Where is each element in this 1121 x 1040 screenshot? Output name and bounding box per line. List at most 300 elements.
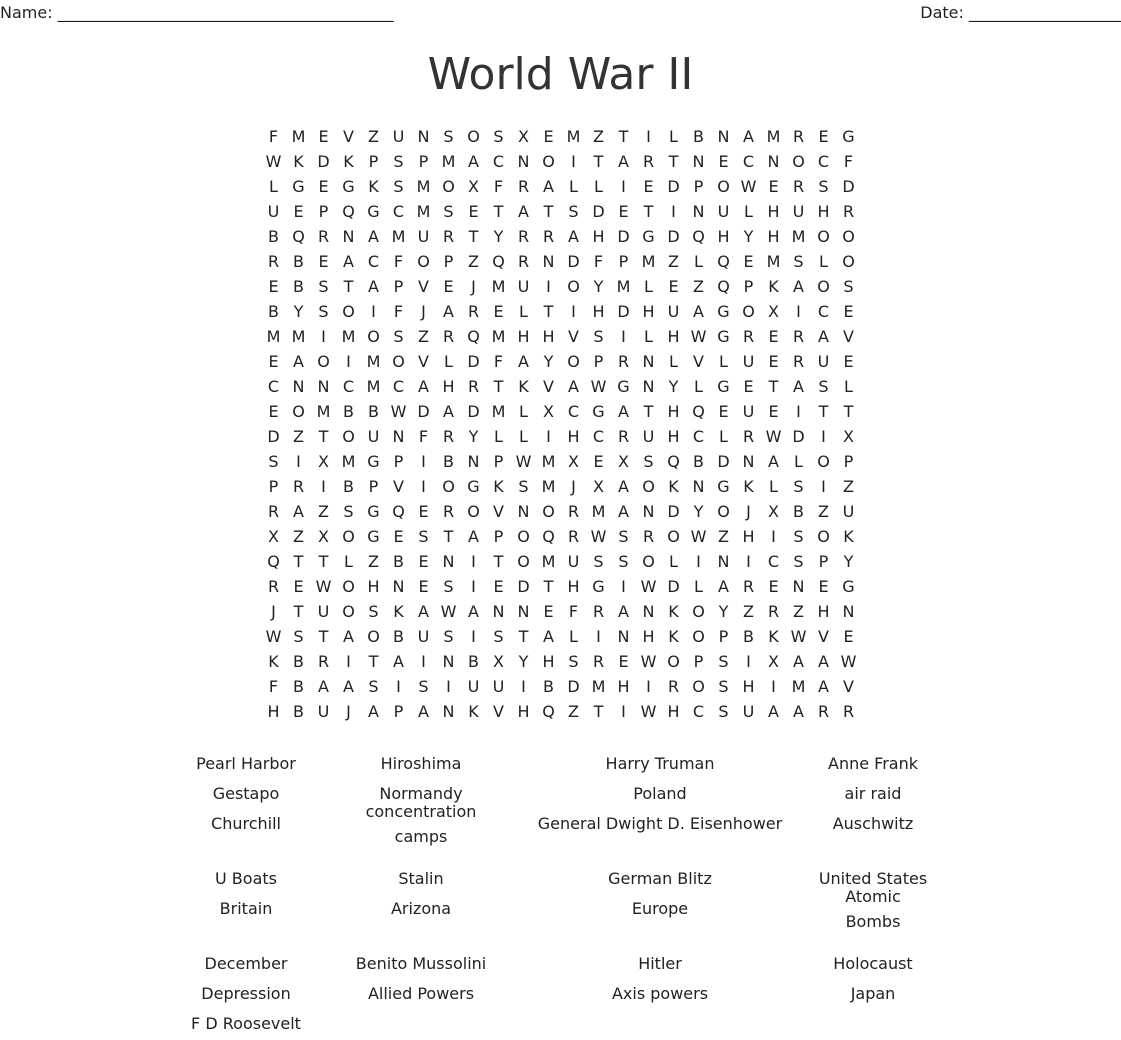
grid-cell: U	[842, 502, 855, 521]
word-list-item: Stalin	[398, 869, 444, 888]
grid-cell: O	[567, 277, 580, 296]
grid-cell: P	[268, 477, 279, 496]
grid-cell: Q	[717, 252, 730, 271]
grid-cell: I	[696, 552, 701, 571]
grid-cell: B	[293, 702, 304, 721]
word-list-item: Hiroshima	[380, 754, 462, 773]
grid-cell: B	[743, 627, 754, 646]
grid-cell: H	[817, 602, 830, 621]
grid-cell: S	[268, 452, 279, 471]
grid-cell: X	[518, 127, 529, 146]
grid-cell: P	[393, 452, 404, 471]
grid-cell: A	[818, 677, 829, 696]
grid-cell: Z	[468, 252, 479, 271]
grid-cell: E	[643, 177, 654, 196]
grid-cell: L	[719, 352, 728, 371]
grid-cell: L	[594, 177, 603, 196]
grid-cell: M	[491, 327, 506, 346]
grid-cell: P	[618, 252, 629, 271]
grid-cell: Z	[318, 502, 329, 521]
grid-cell: S	[418, 527, 429, 546]
grid-cell: U	[642, 427, 655, 446]
grid-cell: E	[293, 202, 304, 221]
grid-cell: R	[642, 152, 655, 171]
grid-cell: E	[668, 277, 679, 296]
grid-cell: U	[667, 302, 680, 321]
grid-cell: K	[843, 527, 854, 546]
grid-cell: E	[718, 152, 729, 171]
grid-cell: E	[768, 577, 779, 596]
grid-cell: J	[571, 477, 576, 496]
grid-cell: A	[343, 252, 354, 271]
grid-cell: W	[840, 652, 857, 671]
grid-row	[261, 474, 861, 499]
grid-cell: U	[817, 352, 830, 371]
grid-cell: R	[617, 427, 630, 446]
grid-cell: G	[842, 577, 855, 596]
grid-cell: M	[291, 127, 306, 146]
grid-cell: S	[443, 202, 454, 221]
grid-row	[261, 674, 861, 699]
grid-cell: S	[618, 552, 629, 571]
grid-cell: I	[671, 202, 676, 221]
word-list-item: F D Roosevelt	[191, 1014, 301, 1033]
grid-cell: A	[793, 277, 804, 296]
grid-cell: I	[396, 677, 401, 696]
grid-cell: E	[743, 377, 754, 396]
grid-cell: F	[493, 352, 504, 371]
grid-cell: J	[746, 502, 751, 521]
grid-cell: Y	[743, 227, 754, 246]
grid-cell: O	[442, 477, 455, 496]
grid-cell: Z	[293, 427, 304, 446]
grid-cell: W	[590, 527, 607, 546]
grid-cell: S	[343, 502, 354, 521]
grid-cell: B	[368, 402, 379, 421]
grid-cell: N	[717, 127, 730, 146]
grid-cell: O	[342, 527, 355, 546]
grid-cell: B	[468, 652, 479, 671]
grid-cell: U	[492, 677, 505, 696]
grid-row	[261, 149, 861, 174]
grid-cell: D	[567, 252, 580, 271]
word-list-item: Arizona	[390, 899, 452, 918]
grid-cell: Q	[692, 227, 705, 246]
grid-cell: K	[768, 627, 779, 646]
grid-cell: X	[618, 452, 629, 471]
grid-cell: S	[493, 127, 504, 146]
grid-cell: O	[742, 302, 755, 321]
grid-cell: U	[742, 402, 755, 421]
grid-cell: O	[792, 152, 805, 171]
grid-cell: G	[367, 527, 380, 546]
grid-cell: I	[796, 402, 801, 421]
grid-cell: P	[443, 252, 454, 271]
grid-cell: T	[343, 277, 354, 296]
grid-cell: L	[519, 302, 528, 321]
grid-cell: A	[293, 352, 304, 371]
grid-cell: A	[693, 302, 704, 321]
grid-cell: W	[440, 602, 457, 621]
word-list-item: U Boats	[215, 869, 277, 888]
grid-cell: X	[318, 527, 329, 546]
grid-cell: R	[567, 527, 580, 546]
grid-cell: S	[718, 652, 729, 671]
grid-cell: F	[493, 177, 504, 196]
grid-cell: K	[668, 602, 679, 621]
grid-cell: Y	[593, 277, 604, 296]
grid-row	[261, 249, 861, 274]
grid-row	[261, 374, 861, 399]
grid-cell: M	[441, 152, 456, 171]
grid-cell: S	[318, 277, 329, 296]
grid-cell: E	[618, 202, 629, 221]
grid-cell: Z	[568, 702, 579, 721]
grid-cell: I	[321, 477, 326, 496]
grid-cell: S	[843, 277, 854, 296]
grid-cell: E	[443, 277, 454, 296]
grid-cell: P	[718, 627, 729, 646]
grid-cell: O	[817, 277, 830, 296]
grid-cell: Y	[293, 302, 304, 321]
grid-cell: C	[392, 202, 405, 221]
grid-cell: F	[393, 252, 404, 271]
grid-cell: Z	[668, 252, 679, 271]
grid-cell: V	[818, 627, 829, 646]
grid-cell: O	[667, 527, 680, 546]
grid-cell: M	[291, 327, 306, 346]
grid-cell: O	[342, 577, 355, 596]
grid-cell: I	[521, 677, 526, 696]
word-list-item: Japan	[850, 984, 896, 1003]
grid-cell: O	[667, 652, 680, 671]
grid-cell: B	[793, 502, 804, 521]
grid-cell: I	[746, 652, 751, 671]
grid-cell: O	[542, 502, 555, 521]
grid-cell: U	[417, 227, 430, 246]
grid-cell: E	[318, 127, 329, 146]
grid-row	[261, 274, 861, 299]
grid-cell: P	[493, 527, 504, 546]
grid-cell: W	[790, 627, 807, 646]
grid-cell: I	[646, 677, 651, 696]
grid-cell: Q	[267, 552, 280, 571]
grid-cell: A	[743, 127, 754, 146]
grid-cell: P	[418, 152, 429, 171]
grid-cell: O	[817, 227, 830, 246]
grid-cell: B	[693, 127, 704, 146]
grid-cell: I	[296, 452, 301, 471]
grid-cell: Q	[492, 252, 505, 271]
grid-cell: D	[667, 577, 680, 596]
grid-cell: T	[643, 402, 654, 421]
grid-cell: W	[690, 527, 707, 546]
grid-cell: E	[843, 627, 854, 646]
grid-row	[261, 449, 861, 474]
grid-cell: O	[392, 352, 405, 371]
grid-cell: C	[692, 427, 705, 446]
grid-cell: L	[769, 477, 778, 496]
grid-cell: C	[742, 152, 755, 171]
grid-cell: V	[843, 677, 854, 696]
word-list-item: Holocaust	[833, 954, 913, 973]
grid-cell: L	[694, 252, 703, 271]
name-field[interactable]: Name: __________________________________________	[0, 3, 394, 22]
grid-cell: P	[493, 452, 504, 471]
grid-cell: S	[443, 577, 454, 596]
grid-cell: N	[692, 202, 705, 221]
grid-cell: D	[517, 577, 530, 596]
grid-cell: Y	[693, 502, 704, 521]
grid-cell: E	[768, 352, 779, 371]
grid-cell: I	[621, 327, 626, 346]
grid-cell: P	[393, 702, 404, 721]
grid-cell: I	[571, 152, 576, 171]
grid-cell: N	[342, 227, 355, 246]
grid-cell: T	[293, 552, 304, 571]
word-list-item: Gestapo	[212, 784, 280, 803]
grid-cell: B	[693, 452, 704, 471]
grid-cell: M	[266, 327, 281, 346]
grid-cell: S	[793, 527, 804, 546]
grid-cell: T	[293, 602, 304, 621]
grid-cell: X	[768, 302, 779, 321]
grid-cell: K	[493, 477, 504, 496]
grid-cell: A	[793, 377, 804, 396]
grid-cell: U	[392, 127, 405, 146]
grid-cell: B	[268, 227, 279, 246]
grid-cell: O	[692, 627, 705, 646]
grid-cell: E	[393, 527, 404, 546]
grid-cell: L	[269, 177, 278, 196]
grid-cell: G	[617, 377, 630, 396]
word-list-item: Auschwitz	[832, 814, 914, 833]
grid-cell: X	[768, 502, 779, 521]
grid-cell: B	[543, 677, 554, 696]
grid-cell: I	[421, 452, 426, 471]
grid-cell: Q	[292, 227, 305, 246]
word-list-item: German Blitz	[608, 869, 712, 888]
grid-cell: D	[717, 452, 730, 471]
grid-cell: O	[342, 427, 355, 446]
grid-cell: Z	[368, 127, 379, 146]
grid-cell: Z	[293, 527, 304, 546]
grid-cell: I	[446, 677, 451, 696]
grid-cell: C	[567, 402, 580, 421]
grid-cell: S	[393, 152, 404, 171]
grid-cell: I	[746, 552, 751, 571]
grid-cell: R	[467, 302, 480, 321]
word-list-item: Allied Powers	[367, 984, 475, 1003]
grid-cell: D	[417, 402, 430, 421]
date-field[interactable]: Date: ___________________	[920, 3, 1121, 22]
grid-cell: L	[669, 552, 678, 571]
grid-cell: E	[268, 402, 279, 421]
grid-cell: L	[644, 277, 653, 296]
grid-cell: N	[317, 377, 330, 396]
grid-cell: N	[417, 127, 430, 146]
word-list-item: General Dwight D. Eisenhower	[537, 814, 783, 833]
grid-cell: S	[293, 627, 304, 646]
grid-cell: E	[493, 302, 504, 321]
grid-cell: A	[568, 227, 579, 246]
grid-cell: Q	[692, 402, 705, 421]
grid-cell: N	[442, 702, 455, 721]
grid-cell: G	[292, 177, 305, 196]
grid-cell: E	[743, 252, 754, 271]
grid-cell: L	[719, 427, 728, 446]
grid-cell: W	[640, 702, 657, 721]
grid-cell: Q	[392, 502, 405, 521]
grid-cell: R	[442, 227, 455, 246]
grid-cell: N	[517, 152, 530, 171]
grid-cell: L	[669, 352, 678, 371]
grid-cell: L	[644, 327, 653, 346]
grid-cell: O	[517, 552, 530, 571]
grid-cell: D	[467, 402, 480, 421]
grid-cell: W	[265, 627, 282, 646]
grid-cell: M	[591, 502, 606, 521]
grid-cell: M	[791, 677, 806, 696]
grid-cell: R	[792, 327, 805, 346]
grid-cell: S	[593, 327, 604, 346]
grid-cell: O	[367, 627, 380, 646]
grid-cell: L	[744, 202, 753, 221]
grid-row	[261, 349, 861, 374]
grid-cell: V	[418, 277, 429, 296]
grid-cell: A	[793, 702, 804, 721]
grid-cell: N	[692, 152, 705, 171]
grid-cell: A	[518, 202, 529, 221]
grid-cell: N	[642, 502, 655, 521]
grid-cell: W	[740, 177, 757, 196]
grid-cell: G	[717, 377, 730, 396]
grid-cell: R	[842, 202, 855, 221]
grid-cell: P	[368, 477, 379, 496]
grid-cell: Z	[593, 127, 604, 146]
grid-cell: Q	[342, 202, 355, 221]
grid-cell: Z	[793, 602, 804, 621]
grid-cell: M	[641, 252, 656, 271]
word-list-item: Harry Truman	[605, 754, 715, 773]
grid-cell: Y	[718, 602, 729, 621]
grid-cell: S	[318, 302, 329, 321]
grid-cell: R	[742, 327, 755, 346]
grid-cell: I	[471, 627, 476, 646]
grid-cell: Q	[667, 452, 680, 471]
grid-cell: S	[793, 552, 804, 571]
grid-cell: R	[292, 477, 305, 496]
grid-cell: H	[517, 702, 530, 721]
grid-cell: Y	[468, 427, 479, 446]
grid-cell: E	[418, 577, 429, 596]
grid-cell: R	[542, 227, 555, 246]
grid-cell: M	[391, 227, 406, 246]
grid-cell: K	[343, 152, 354, 171]
grid-cell: W	[765, 427, 782, 446]
grid-cell: N	[492, 602, 505, 621]
grid-cell: S	[618, 527, 629, 546]
grid-cell: O	[717, 177, 730, 196]
grid-cell: B	[393, 627, 404, 646]
grid-cell: M	[341, 327, 356, 346]
grid-cell: H	[267, 702, 280, 721]
word-list-item: Axis powers	[611, 984, 709, 1003]
grid-cell: X	[568, 452, 579, 471]
grid-cell: E	[543, 602, 554, 621]
grid-cell: T	[843, 402, 854, 421]
grid-cell: C	[492, 152, 505, 171]
grid-cell: T	[318, 552, 329, 571]
word-list-item: Atomic Bombs	[845, 887, 901, 931]
grid-cell: J	[271, 602, 276, 621]
word-list-item: Churchill	[211, 814, 281, 833]
grid-cell: R	[592, 602, 605, 621]
grid-cell: P	[368, 152, 379, 171]
grid-cell: S	[818, 177, 829, 196]
grid-cell: N	[542, 252, 555, 271]
grid-cell: S	[793, 477, 804, 496]
grid-cell: K	[518, 377, 529, 396]
grid-cell: T	[493, 377, 504, 396]
grid-cell: H	[567, 577, 580, 596]
grid-cell: S	[593, 552, 604, 571]
grid-row	[261, 524, 861, 549]
grid-cell: H	[667, 427, 680, 446]
grid-row	[261, 424, 861, 449]
grid-cell: H	[667, 702, 680, 721]
grid-cell: K	[268, 652, 279, 671]
grid-cell: A	[368, 277, 379, 296]
grid-cell: R	[467, 377, 480, 396]
grid-cell: R	[742, 427, 755, 446]
grid-cell: G	[467, 477, 480, 496]
grid-cell: U	[317, 602, 330, 621]
grid-cell: L	[494, 427, 503, 446]
grid-cell: N	[467, 452, 480, 471]
grid-cell: H	[542, 327, 555, 346]
grid-cell: Q	[542, 702, 555, 721]
grid-cell: A	[368, 702, 379, 721]
grid-cell: K	[393, 602, 404, 621]
grid-cell: I	[821, 427, 826, 446]
grid-cell: B	[268, 302, 279, 321]
grid-cell: I	[821, 477, 826, 496]
grid-cell: I	[371, 302, 376, 321]
grid-cell: N	[442, 652, 455, 671]
grid-cell: I	[421, 477, 426, 496]
grid-cell: S	[793, 252, 804, 271]
grid-cell: L	[794, 452, 803, 471]
grid-cell: U	[717, 202, 730, 221]
grid-cell: D	[667, 227, 680, 246]
grid-cell: H	[667, 327, 680, 346]
grid-cell: H	[767, 202, 780, 221]
grid-cell: X	[493, 652, 504, 671]
grid-cell: A	[443, 302, 454, 321]
grid-cell: X	[768, 652, 779, 671]
grid-cell: O	[642, 477, 655, 496]
grid-cell: U	[267, 202, 280, 221]
grid-cell: L	[669, 127, 678, 146]
grid-cell: H	[767, 227, 780, 246]
grid-cell: S	[493, 627, 504, 646]
grid-cell: G	[642, 227, 655, 246]
grid-cell: N	[642, 352, 655, 371]
grid-cell: V	[393, 477, 404, 496]
grid-cell: P	[393, 277, 404, 296]
grid-cell: I	[796, 302, 801, 321]
